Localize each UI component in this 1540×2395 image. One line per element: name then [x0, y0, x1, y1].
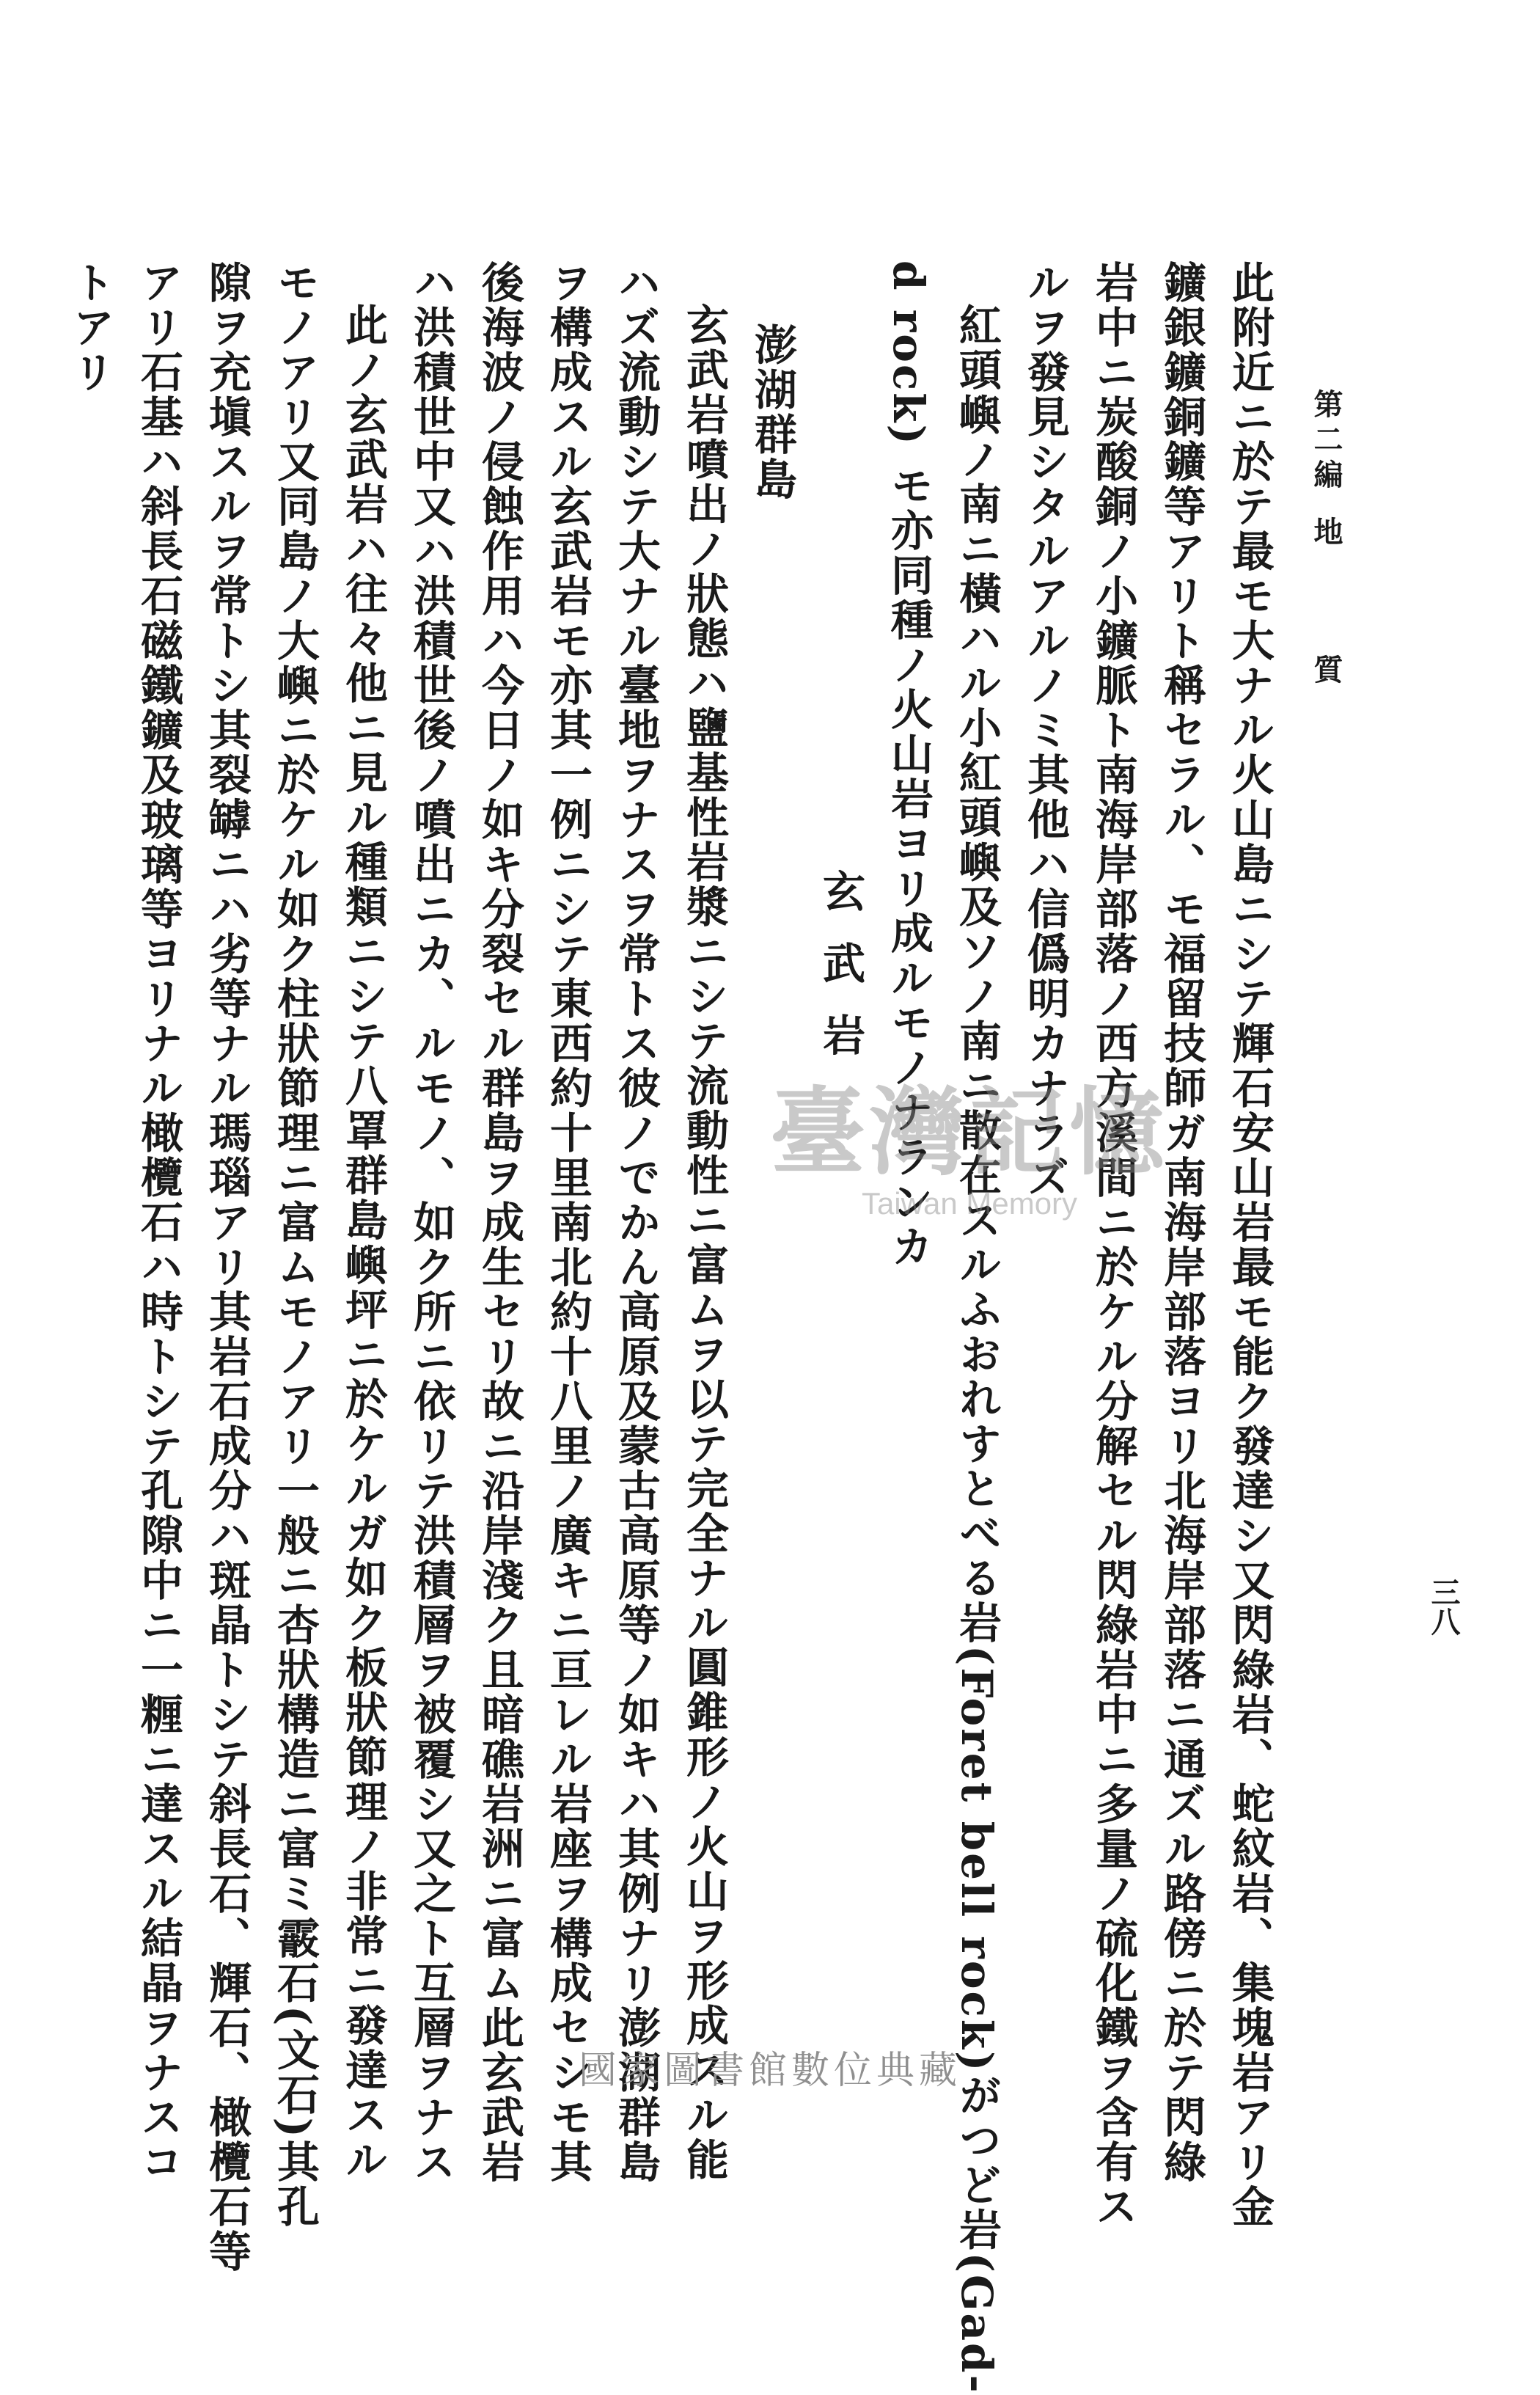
- body-line: 此ノ玄武岩ハ往々他ニ見ル種類ニシテ八罩群島嶼坪ニ於ケルガ如ク板狀節理ノ非常ニ發達スル: [338, 303, 388, 2182]
- watermark-en: Taiwan Memory: [861, 1186, 1078, 1221]
- body-line: 紅頭嶼ノ南ニ橫ハル小紅頭嶼及ソノ南ニ散在スルふおれすとべる岩(Foret bell rock)がつど岩(Gad-: [952, 303, 1002, 2395]
- body-line: d rock) モ亦同種ノ火山岩ヨリ成ルモノナランカ: [884, 260, 934, 1270]
- watermark-cn: 臺灣記憶: [770, 1076, 1170, 1188]
- watermark: [770, 1056, 1169, 1221]
- page-number: 三八: [1426, 1577, 1461, 1636]
- section-subtitle-2: 質: [1309, 654, 1343, 690]
- body-line: ヲ構成スル玄武岩モ亦其一例ニシテ東西約十里南北約十八里ノ廣キニ亘レル岩座ヲ構成セシモ其: [543, 260, 593, 2184]
- section-title: 第二編: [1309, 389, 1343, 494]
- body-line: 岩中ニ炭酸銅ノ小鑛脈ト南海岸部落ノ西方溪間ニ於ケル分解セル閃綠岩中ニ多量ノ硫化鐵ヲ含有ス: [1088, 260, 1138, 2229]
- body-line: ハズ流動シテ大ナル臺地ヲナスヲ常トス彼ノでかん高原及蒙古高原等ノ如キハ其例ナリ澎湖群島: [611, 260, 661, 2184]
- body-line: ルヲ發見シタルアルノミ其他ハ信僞明カナラズ: [1020, 260, 1070, 1200]
- body-line: モノアリ又同島ノ大嶼ニ於ケル如ク柱狀節理ニ富ムモノアリ一般ニ杏狀構造ニ富ミ霰石(文石)其孔: [270, 260, 320, 2229]
- section-heading: 玄武岩: [815, 869, 865, 1085]
- subheading: 澎湖群島: [747, 323, 797, 502]
- body-line: 鑛銀鑛銅鑛等アリト稱セラル、モ福留技師ガ南海岸部落ヨリ北海岸部落ニ通ズル路傍ニ於テ閃綠: [1156, 260, 1206, 2184]
- body-line: 玄武岩噴出ノ狀態ハ鹽基性岩漿ニシテ流動性ニ富ムヲ以テ完全ナル圓錐形ノ火山ヲ形成スル能: [679, 303, 729, 2182]
- body-line: トアリ: [65, 260, 115, 395]
- body-line: 此附近ニ於テ最モ大ナル火山島ニシテ輝石安山岩最モ能ク發達シ又閃綠岩、蛇紋岩、集塊岩アリ金: [1225, 260, 1275, 2229]
- body-line: アリ石基ハ斜長石磁鐵鑛及玻璃等ヨリナル橄欖石ハ時トシテ孔隙中ニ一糎ニ達スル結晶ヲナスコ: [133, 260, 183, 2184]
- section-subtitle-1: 地: [1309, 516, 1343, 552]
- running-header: [1305, 389, 1347, 690]
- body-line: ハ洪積世中又ハ洪積世後ノ噴出ニカ、ルモノ、如ク所ニ依リテ洪積層ヲ被覆シ又之ト互層ヲナス: [406, 260, 456, 2184]
- body-line: 後海波ノ侵蝕作用ハ今日ノ如キ分裂セル群島ヲ成生セリ故ニ沿岸淺ク且暗礁岩洲ニ富ム此玄武岩: [474, 260, 524, 2184]
- body-line: 隙ヲ充塡スルヲ常トシ其裂罅ニハ劣等ナル瑪瑙アリ其岩石成分ハ斑晶トシテ斜長石、輝石、橄欖石等: [202, 260, 252, 2274]
- footer-archive-label: 國家圖書館數位典藏: [578, 2049, 961, 2093]
